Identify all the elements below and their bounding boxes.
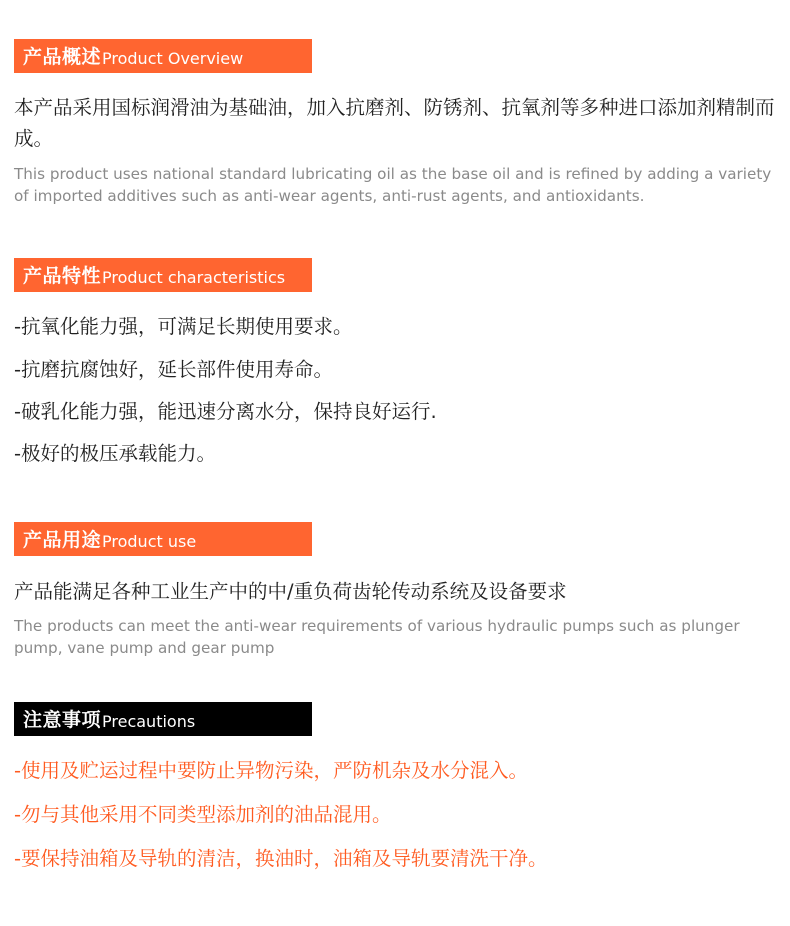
precautions-title-zh: 注意事项 — [23, 709, 102, 731]
characteristics-header — [14, 258, 312, 292]
overview-text-zh: 本产品采用国标润滑油为基础油，加入抗磨剂、防锈剂、抗氧剂等多种进口添加剂精制而成。 — [14, 96, 775, 150]
use-header — [14, 522, 312, 556]
precautions-header — [14, 702, 312, 736]
precaution-item: -勿与其他采用不同类型添加剂的油品混用。 — [14, 803, 392, 826]
characteristic-item: -极好的极压承载能力。 — [14, 442, 217, 465]
precaution-item: -使用及贮运过程中要防止异物污染，严防机杂及水分混入。 — [14, 759, 529, 782]
characteristic-item: -抗氧化能力强，可满足长期使用要求。 — [14, 315, 353, 338]
overview-title-en: Product Overview — [102, 49, 244, 68]
overview-header — [14, 39, 312, 73]
characteristics-title-en: Product characteristics — [102, 268, 286, 287]
overview-text-en: This product uses national standard lubricating oil as the base oil and is refined by adding a variety of imported additives such as anti-wear agents, anti-rust agents, and antioxidants. — [14, 165, 772, 205]
overview-title-zh: 产品概述 — [23, 46, 102, 68]
precautions-title-en: Precautions — [102, 712, 196, 731]
characteristics-title-zh: 产品特性 — [23, 265, 102, 287]
characteristic-item: -破乳化能力强，能迅速分离水分，保持良好运行. — [14, 400, 437, 423]
precaution-item: -要保持油箱及导轨的清洁，换油时，油箱及导轨要清洗干净。 — [14, 847, 548, 870]
use-text-zh: 产品能满足各种工业生产中的中/重负荷齿轮传动系统及设备要求 — [14, 580, 567, 603]
characteristic-item: -抗磨抗腐蚀好，延长部件使用寿命。 — [14, 358, 334, 381]
use-title-en: Product use — [102, 532, 197, 551]
use-text-en: The products can meet the anti-wear requirements of various hydraulic pumps such as plunger pump, vane pump and gear pump — [14, 617, 740, 657]
use-title-zh: 产品用途 — [23, 529, 102, 551]
